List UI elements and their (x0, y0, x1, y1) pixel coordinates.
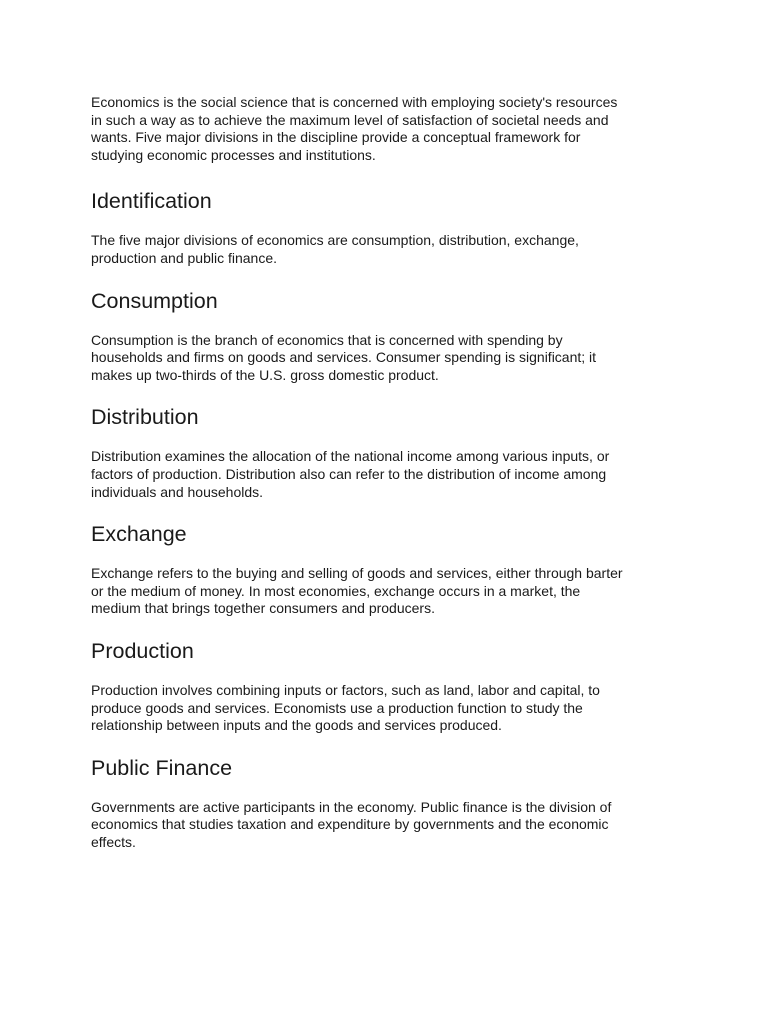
section-consumption (91, 288, 691, 385)
section-distribution (91, 404, 691, 501)
section-paragraph: Exchange refers to the buying and selling of goods and services, either through barter or the medium of money. In most economies, exchange occurs in a market, the medium that brings together consumers and producers. (91, 565, 623, 617)
section-paragraph: Production involves combining inputs or factors, such as land, labor and capital, to produce goods and services. Economists use a production function to study the relationship between inputs and the goods and services produced. (91, 681, 600, 734)
section-heading: Exchange (91, 522, 187, 547)
section-paragraph: The five major divisions of economics are consumption, distribution, exchange, production and public finance. (91, 232, 579, 266)
section-production (91, 638, 691, 735)
intro-paragraph: Economics is the social science that is concerned with employing society's resources in such a way as to achieve the maximum level of satisfaction of societal needs and wants. Five major divisions in the discipline provide a conceptual framework for studying economic processes and institutions. (91, 94, 618, 163)
section-public-finance (91, 755, 691, 852)
section-heading: Consumption (91, 288, 218, 313)
section-paragraph: Governments are active participants in the economy. Public finance is the division of economics that studies taxation and expenditure by governments and the economic effects. (91, 798, 612, 850)
section-heading: Distribution (91, 405, 199, 430)
section-exchange (91, 521, 691, 618)
section-heading: Production (91, 638, 194, 663)
section-heading: Identification (91, 189, 212, 214)
section-paragraph: Distribution examines the allocation of the national income among various inputs, or factors of production. Distribution also can refer to the distribution of income among individuals and households. (91, 448, 610, 500)
section-identification (91, 188, 691, 267)
document-page (91, 94, 691, 871)
section-heading: Public Finance (91, 755, 233, 780)
section-paragraph: Consumption is the branch of economics that is concerned with spending by households and firms on goods and services. Consumer spending is significant; it makes up two-thirds of the U.S. gross domestic product. (91, 331, 597, 383)
